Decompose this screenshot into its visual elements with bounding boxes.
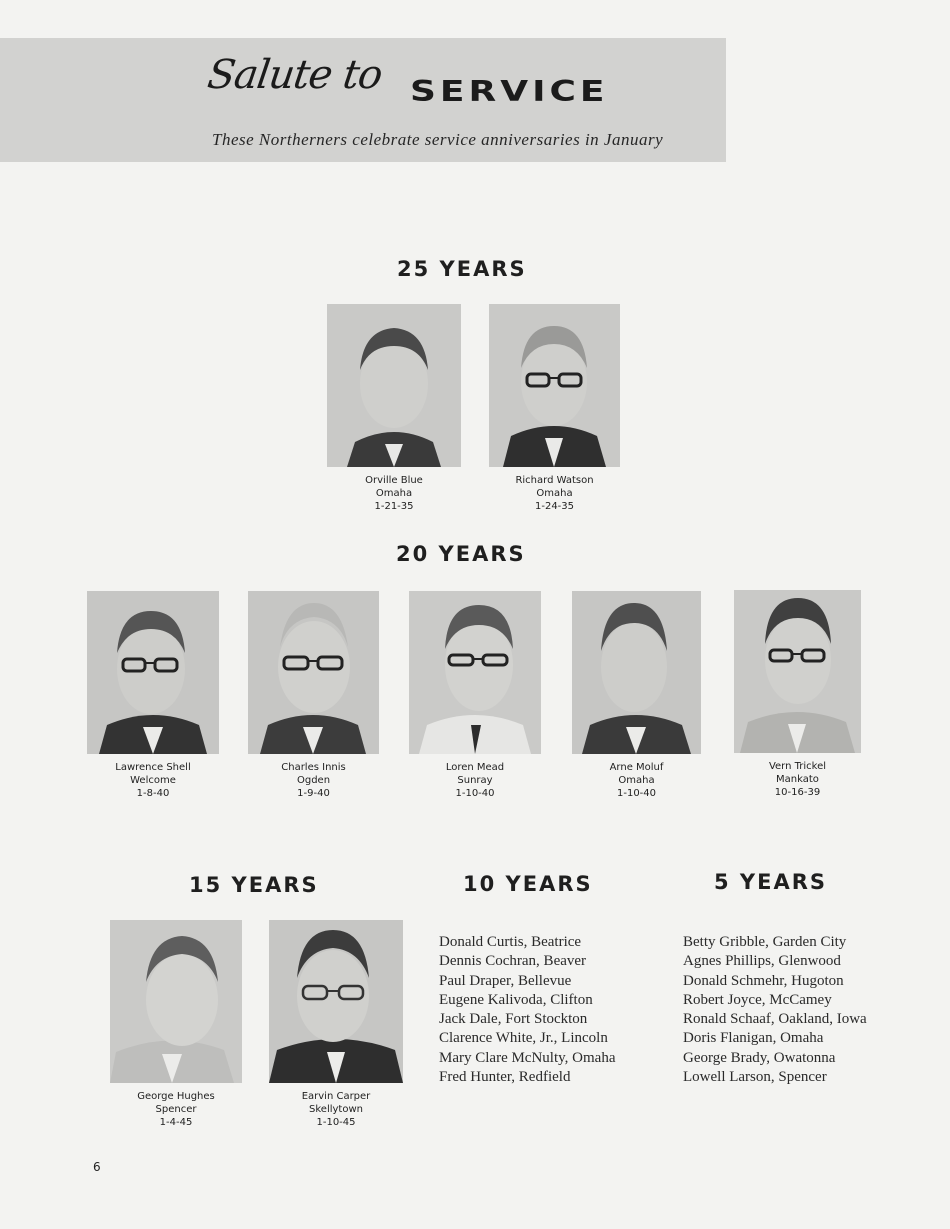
person-name: Arne Moluf xyxy=(609,762,664,773)
person-city: Omaha xyxy=(375,488,413,499)
list-item: Jack Dale, Fort Stockton xyxy=(439,1011,588,1028)
list-item: Agnes Phillips, Glenwood xyxy=(683,953,841,970)
portrait-caption xyxy=(734,760,861,799)
list-item: Mary Clare McNulty, Omaha xyxy=(439,1049,616,1066)
person-date: 1-21-35 xyxy=(374,501,414,512)
list-item: Donald Curtis, Beatrice xyxy=(439,934,582,950)
person-city: Mankato xyxy=(776,774,819,785)
section-heading-10-years: 10 YEARS xyxy=(463,872,593,896)
person-date: 1-9-40 xyxy=(297,788,330,799)
section-heading-25-years: 25 YEARS xyxy=(397,257,527,281)
portrait-card xyxy=(572,591,701,800)
header-subtitle: These Northerners celebrate service anniversaries in January xyxy=(212,130,664,149)
section-heading-20-years: 20 YEARS xyxy=(396,542,526,566)
person-city: Omaha xyxy=(536,488,573,499)
person-name: Loren Mead xyxy=(445,762,505,773)
person-city: Welcome xyxy=(130,775,176,786)
person-city: Ogden xyxy=(296,775,331,786)
portrait-caption xyxy=(489,474,620,513)
portrait-caption xyxy=(269,1090,403,1129)
list-item: Betty Gribble, Garden City xyxy=(683,934,847,950)
portrait-card xyxy=(269,920,403,1129)
portrait-card xyxy=(734,590,861,799)
portrait-caption xyxy=(110,1090,242,1129)
person-date: 1-8-40 xyxy=(136,788,170,799)
header-script-title: Salute to xyxy=(204,52,385,98)
list-item: Dennis Cochran, Beaver xyxy=(439,953,587,970)
portrait-caption xyxy=(87,761,219,800)
person-date: 1-24-35 xyxy=(534,501,575,512)
portrait-card xyxy=(409,591,541,800)
list-item: Eugene Kalivoda, Clifton xyxy=(439,991,593,1008)
portrait-photo xyxy=(110,920,242,1083)
portrait-card xyxy=(327,304,461,513)
list-item: Doris Flanigan, Omaha xyxy=(683,1030,824,1047)
ten-year-names-list xyxy=(439,933,615,1087)
list-item: Donald Schmehr, Hugoton xyxy=(683,972,844,989)
list-item: Ronald Schaaf, Oakland, Iowa xyxy=(683,1011,867,1028)
portrait-photo xyxy=(489,304,620,467)
list-item: Paul Draper, Bellevue xyxy=(439,972,572,989)
portrait-caption xyxy=(327,474,461,513)
person-city: Spencer xyxy=(155,1104,197,1115)
portrait-photo xyxy=(269,920,403,1083)
person-date: 1-10-40 xyxy=(616,788,657,799)
section-heading-5-years: 5 YEARS xyxy=(714,870,828,894)
person-name: Lawrence Shell xyxy=(115,762,191,773)
portrait-photo xyxy=(409,591,541,754)
portrait-card xyxy=(248,591,379,800)
person-date: 1-10-40 xyxy=(455,788,495,799)
person-date: 10-16-39 xyxy=(774,787,821,798)
page-number: 6 xyxy=(93,1160,101,1174)
portrait-caption xyxy=(409,761,541,800)
five-year-names-list xyxy=(683,933,867,1087)
person-name: Charles Innis xyxy=(281,762,346,773)
person-name: Richard Watson xyxy=(515,475,594,486)
list-item: Lowell Larson, Spencer xyxy=(683,1069,827,1086)
portrait-photo xyxy=(248,591,379,754)
portrait-caption xyxy=(248,761,379,800)
portrait-caption xyxy=(572,761,701,800)
portrait-card xyxy=(489,304,620,513)
person-city: Omaha xyxy=(618,775,655,786)
portrait-card xyxy=(110,920,242,1129)
person-date: 1-4-45 xyxy=(159,1117,193,1128)
portrait-photo xyxy=(327,304,461,467)
person-name: Vern Trickel xyxy=(768,761,827,772)
person-name: George Hughes xyxy=(137,1091,215,1102)
person-city: Skellytown xyxy=(309,1104,363,1115)
portrait-photo xyxy=(572,591,701,754)
section-heading-15-years: 15 YEARS xyxy=(189,873,319,897)
person-city: Sunray xyxy=(457,775,493,786)
list-item: Fred Hunter, Redfield xyxy=(439,1069,571,1086)
portrait-photo xyxy=(734,590,861,753)
list-item: George Brady, Owatonna xyxy=(683,1049,836,1066)
person-date: 1-10-45 xyxy=(316,1117,356,1128)
list-item: Clarence White, Jr., Lincoln xyxy=(439,1030,608,1047)
person-name: Earvin Carper xyxy=(301,1091,371,1102)
person-name: Orville Blue xyxy=(365,475,423,486)
header-bold-title: SERVICE xyxy=(410,76,609,108)
list-item: Robert Joyce, McCamey xyxy=(683,991,832,1008)
portrait-photo xyxy=(87,591,219,754)
portrait-card xyxy=(87,591,219,800)
